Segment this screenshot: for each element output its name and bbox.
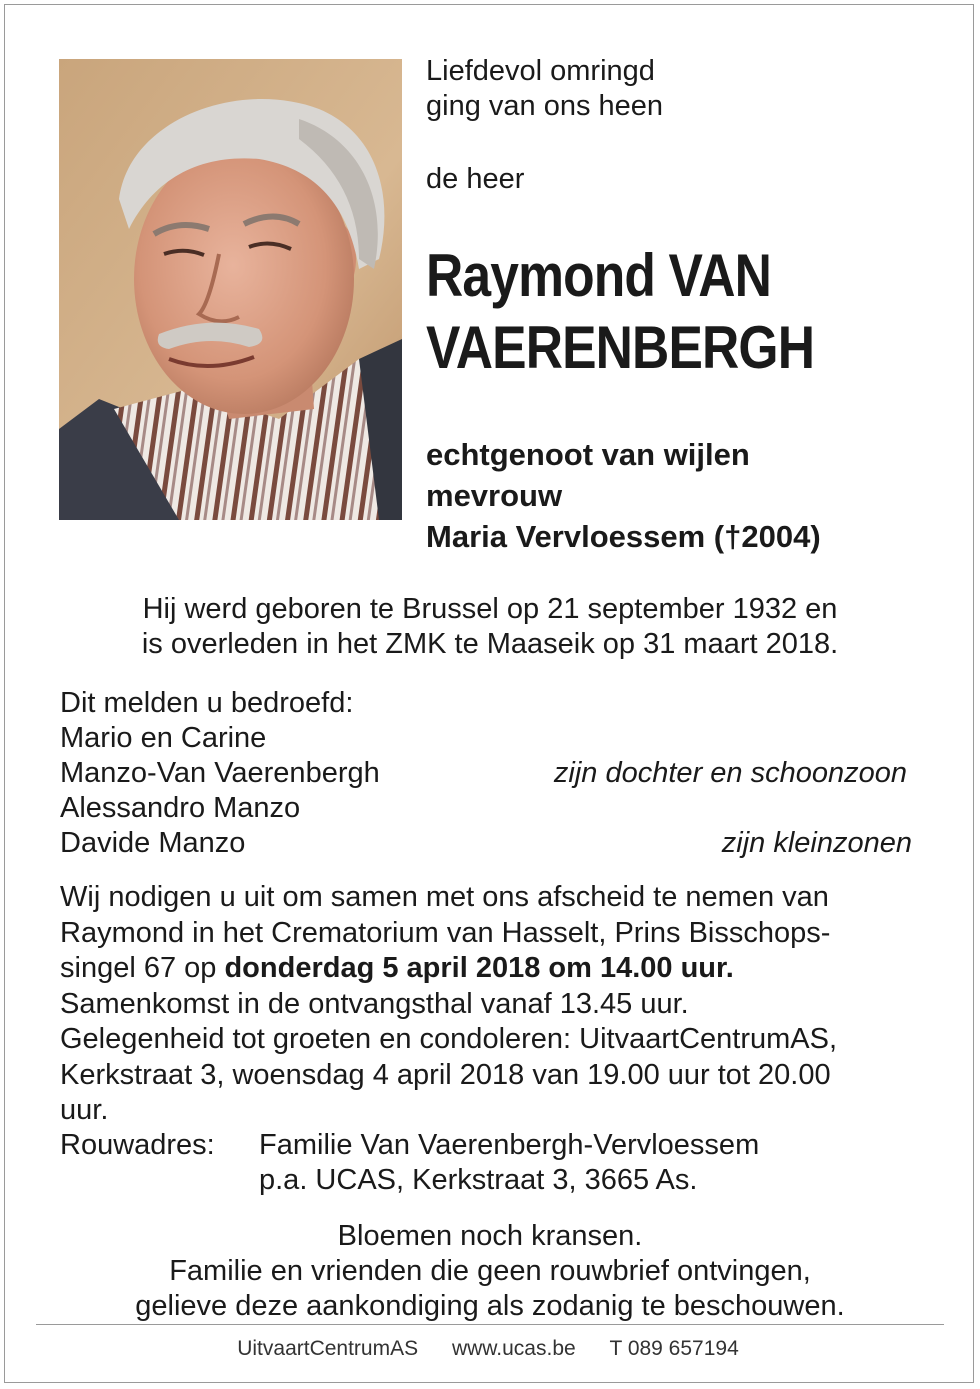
invite-line-2: Raymond in het Crematorium van Hasselt, Prins Bisschops-	[60, 916, 831, 949]
spouse-line-1: echtgenoot van wijlen	[426, 437, 750, 472]
address-label: Rouwadres:	[60, 1129, 215, 1161]
closing-line-2: Familie en vrienden die geen rouwbrief ontvingen,	[169, 1255, 811, 1287]
birth-line-2: is overleden in het ZMK te Maaseik op 31 maart 2018.	[141, 628, 839, 660]
invite-line-4: Samenkomst in de ontvangsthal vanaf 13.45 uur.	[60, 987, 689, 1020]
closing-line-1: Bloemen noch kransen.	[337, 1220, 643, 1252]
spouse-line-3: Maria Vervloessem (†2004)	[426, 519, 821, 554]
spouse-line-2: mevrouw	[426, 478, 563, 513]
invite-line-3	[60, 951, 910, 987]
invite-line-6: Kerkstraat 3, woensdag 4 april 2018 van 19.00 uur tot 20.00	[60, 1058, 831, 1091]
announce-text: Dit melden u bedroefd:	[60, 687, 354, 719]
address-line-1: Familie Van Vaerenbergh-Vervloessem	[259, 1129, 760, 1161]
family-row	[60, 791, 912, 826]
honorific: de heer	[426, 163, 525, 195]
footer-phone: T 089 657194	[609, 1337, 739, 1360]
family-row	[60, 756, 912, 791]
family-relation: zijn kleinzonen	[721, 827, 912, 859]
footer	[0, 1336, 976, 1362]
birth-death-text	[60, 592, 920, 662]
footer-divider	[36, 1324, 944, 1325]
closing-text	[60, 1219, 920, 1324]
footer-website[interactable]: www.ucas.be	[451, 1337, 576, 1360]
family-member-name: Alessandro Manzo	[60, 792, 301, 824]
intro-line-1: Liefdevol omringd	[426, 55, 655, 87]
family-row	[60, 826, 912, 861]
deceased-name	[426, 240, 814, 384]
address-line-2: p.a. UCAS, Kerkstraat 3, 3665 As.	[259, 1164, 698, 1196]
family-member-name: Davide Manzo	[60, 827, 246, 859]
invite-line-7: uur.	[60, 1094, 109, 1126]
portrait-photo	[59, 59, 402, 520]
family-member-name: Mario en Carine	[60, 722, 267, 754]
invite-line-3-prefix: singel 67 op	[60, 952, 225, 984]
family-row	[60, 721, 912, 756]
invite-line-1: Wij nodigen u uit om samen met ons afscheid te nemen van	[60, 881, 829, 913]
invitation-text	[60, 880, 910, 1129]
spouse-text	[426, 434, 821, 557]
footer-company: UitvaartCentrumAS	[237, 1337, 419, 1360]
intro-text	[426, 54, 663, 124]
closing-line-3: gelieve deze aankondiging als zodanig te beschouwen.	[135, 1290, 845, 1322]
invite-line-5: Gelegenheid tot groeten en condoleren: UitvaartCentrumAS,	[60, 1023, 838, 1055]
name-line-2: VAERENBERGH	[426, 314, 815, 381]
birth-line-1: Hij werd geboren te Brussel op 21 september 1932 en	[142, 593, 838, 625]
ceremony-datetime: donderdag 5 april 2018 om 14.00 uur.	[224, 952, 734, 984]
name-line-1: Raymond VAN	[426, 242, 772, 309]
family-member-name: Manzo-Van Vaerenbergh	[60, 757, 380, 789]
family-relation: zijn dochter en schoonzoon	[553, 757, 907, 789]
intro-line-2: ging van ons heen	[426, 90, 664, 122]
